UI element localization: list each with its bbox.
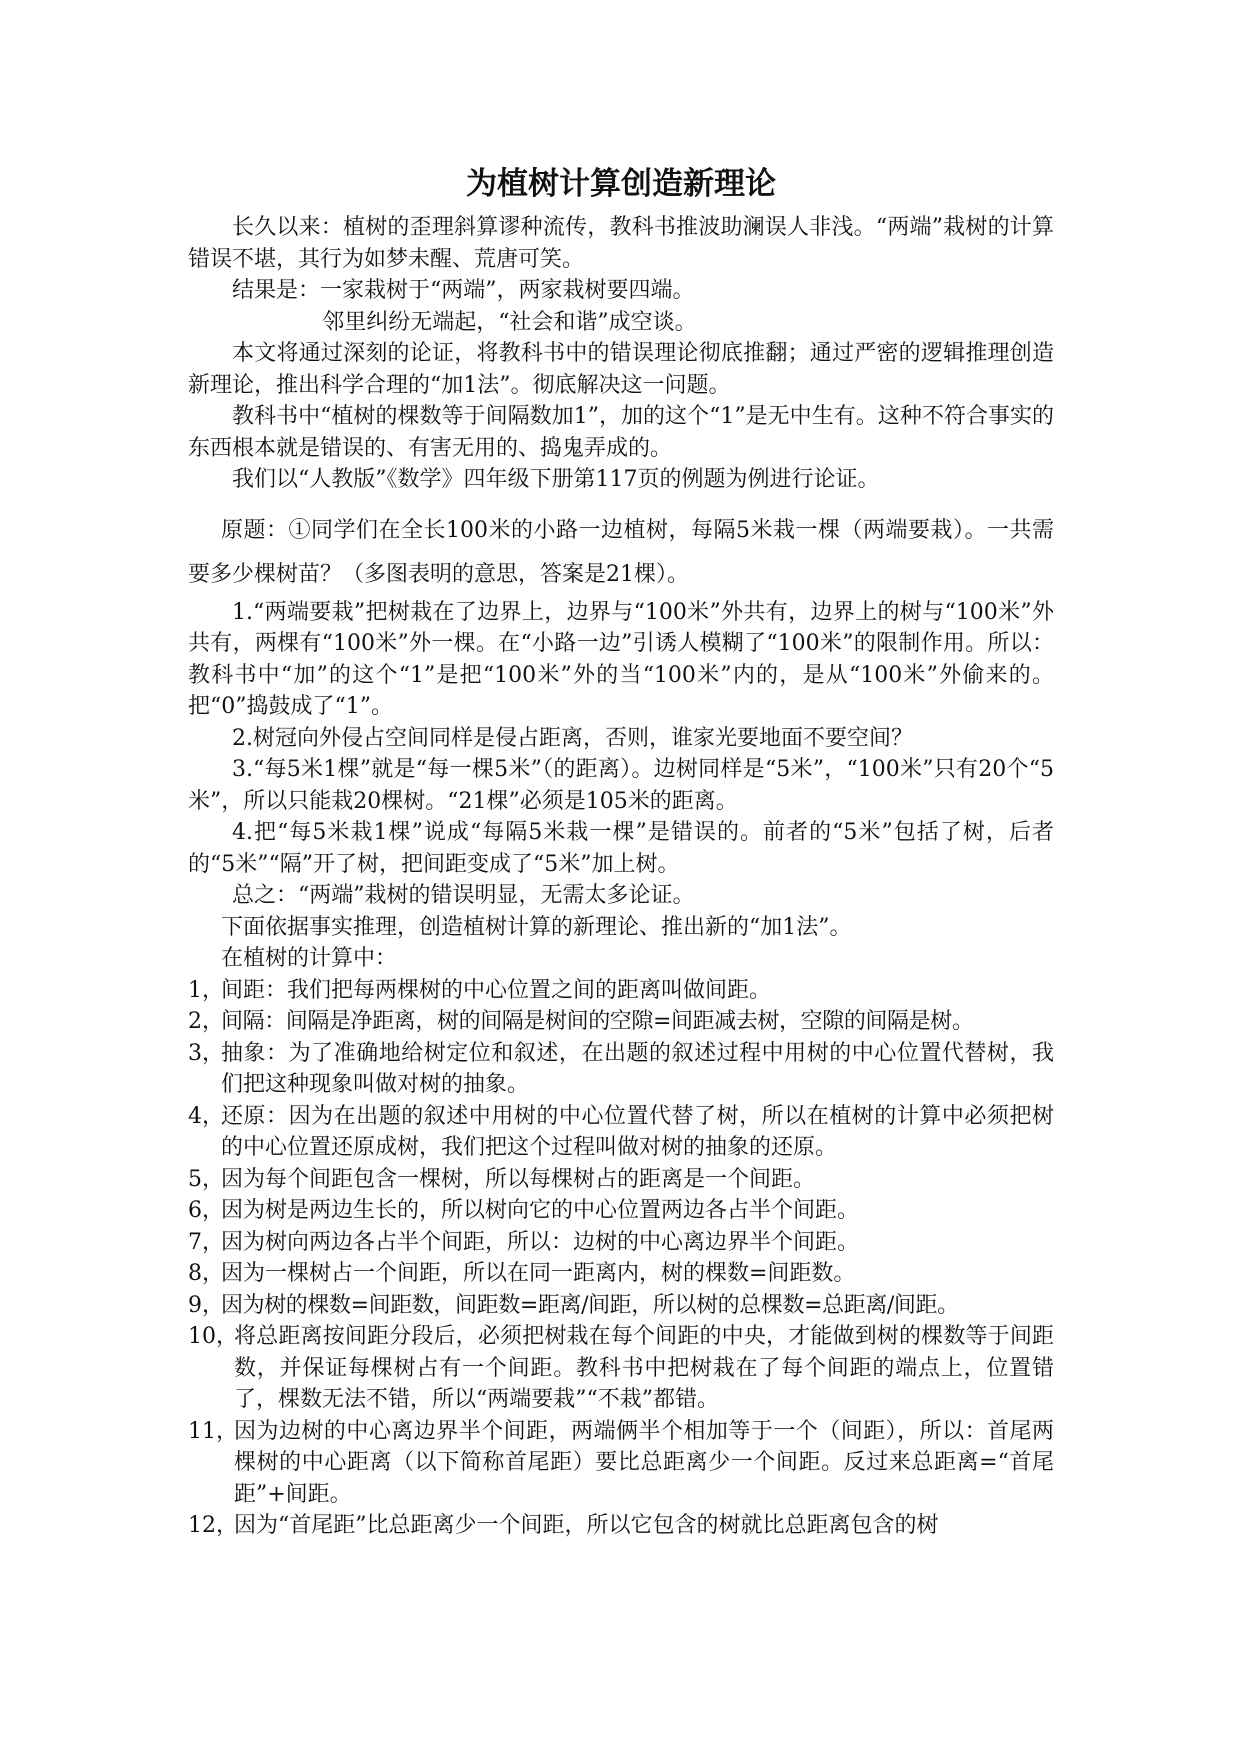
verse-line: 邻里纠纷无端起，“社会和谐”成空谈。 [322,309,697,335]
list-item [188,975,1054,1007]
list-item [188,1416,1054,1511]
list-item [188,1006,1054,1038]
item-number: 5， [188,1166,224,1192]
list-item [188,1510,1054,1542]
intro-paragraph: 长久以来：植树的歪理斜算谬种流传，教科书推波助澜误人非浅。“两端”栽树的计算错误不堪，其行为如梦未醒、荒唐可笑。 [188,215,1054,272]
item-text: 因为边树的中心离边界半个间距，两端俩半个相加等于一个（间距），所以：首尾两棵树的中心距离（以下简称首尾距）要比总距离少一个间距。反过来总距离=“首尾距”+间距。 [234,1418,1054,1507]
item-text: 抽象：为了准确地给树定位和叙述，在出题的叙述过程中用树的中心位置代替树，我们把这种现象叫做对树的抽象。 [221,1040,1054,1097]
intro-paragraph: 本文将通过深刻的论证，将教科书中的错误理论彻底推翻；通过严密的逻辑推理创造新理论，推出科学合理的“加1法”。彻底解决这一问题。 [188,341,1054,398]
item-text: 间隔：间隔是净距离，树的间隔是树间的空隙=间距减去树，空隙的间隔是树。 [221,1009,974,1034]
list-item [188,1164,1054,1196]
item-text: 因为树向两边各占半个间距，所以：边树的中心离边界半个间距。 [221,1229,860,1255]
item-number: 1， [188,977,224,1003]
critique-point: 4.把“每5米栽1棵”说成“每隔5米栽一棵”是错误的。前者的“5米”包括了树，后者的“5米”“隔”开了树，把间距变成了“5米”加上树。 [188,820,1054,877]
item-text: 间距：我们把每两棵树的中心位置之间的距离叫做间距。 [221,977,772,1003]
item-number: 4， [188,1103,224,1129]
item-number: 8， [188,1261,224,1286]
item-number: 6， [188,1198,224,1223]
theory-list [188,975,1054,1542]
problem-statement: 原题：①同学们在全长100米的小路一边植树，每隔5米栽一棵（两端要栽）。一共需要多少棵树苗？（多图表明的意思，答案是21棵）。 [188,517,1054,587]
list-item [188,1227,1054,1259]
item-text: 因为树是两边生长的，所以树向它的中心位置两边各占半个间距。 [221,1198,860,1223]
list-lead: 在植树的计算中： [221,946,398,971]
item-text: 因为一棵树占一个间距，所以在同一距离内，树的棵数=间距数。 [221,1261,856,1286]
document-title: 为植树计算创造新理论 [466,166,776,202]
item-number: 12， [188,1513,238,1538]
item-number: 3， [188,1040,224,1066]
item-text: 将总距离按间距分段后，必须把树栽在每个间距的中央，才能做到树的棵数等于间距数，并保证每棵树占有一个间距。教科书中把树栽在了每个间距的端点上，位置错了，棵数无法不错，所以“两端要栽”“不栽”都错。 [234,1324,1054,1412]
critique-point: 2.树冠向外侵占空间同样是侵占距离，否则，谁家光要地面不要空间？ [232,725,913,751]
list-item [188,1101,1054,1164]
item-number: 7， [188,1229,224,1255]
list-item [188,1195,1054,1227]
verse-line: 结果是：一家栽树于“两端”，两家栽树要四端。 [232,278,695,303]
intro-paragraph: 教科书中“植树的棵数等于间隔数加1”，加的这个“1”是无中生有。这种不符合事实的东西根本就是错误的、有害无用的、捣鬼弄成的。 [188,404,1054,461]
item-text: 因为树的棵数=间距数，间距数=距离/间距，所以树的总棵数=总距离/间距。 [221,1292,959,1318]
critique-point: 1.“两端要栽”把树栽在了边界上，边界与“100米”外共有，边界上的树与“100米”外共有，两棵有“100米”外一棵。在“小路一边”引诱人模糊了“100米”的限制作用。所以：教科书中“加”的这个“1”是把“100米”外的当“100米”内的，是从“100米”外偷来的。把“0”捣鼓成了“1”。 [188,599,1054,719]
document-page [188,160,1054,1542]
item-number: 10， [188,1324,238,1349]
item-text: 因为每个间距包含一棵树，所以每棵树占的距离是一个间距。 [221,1166,816,1192]
list-item [188,1321,1054,1416]
list-item [188,1038,1054,1101]
list-item [188,1258,1054,1290]
item-text: 还原：因为在出题的叙述中用树的中心位置代替了树，所以在植树的计算中必须把树的中心位置还原成树，我们把这个过程叫做对树的抽象的还原。 [221,1103,1054,1160]
item-text: 因为“首尾距”比总距离少一个间距，所以它包含的树就比总距离包含的树 [234,1513,939,1538]
critique-point: 3.“每5米1棵”就是“每一棵5米”（的距离）。边树同样是“5米”，“100米”只有20个“5米”，所以只能栽20棵树。“21棵”必须是105米的距离。 [188,757,1054,814]
item-number: 2， [188,1009,224,1034]
item-number: 9， [188,1292,224,1318]
critique-summary: 总之：“两端”栽树的错误明显，无需太多论证。 [232,883,695,908]
intro-paragraph: 我们以“人教版”《数学》四年级下册第117页的例题为例进行论证。 [232,467,880,492]
list-item [188,1290,1054,1322]
transition-paragraph: 下面依据事实推理，创造植树计算的新理论、推出新的“加1法”。 [221,914,852,940]
item-number: 11， [188,1418,238,1444]
